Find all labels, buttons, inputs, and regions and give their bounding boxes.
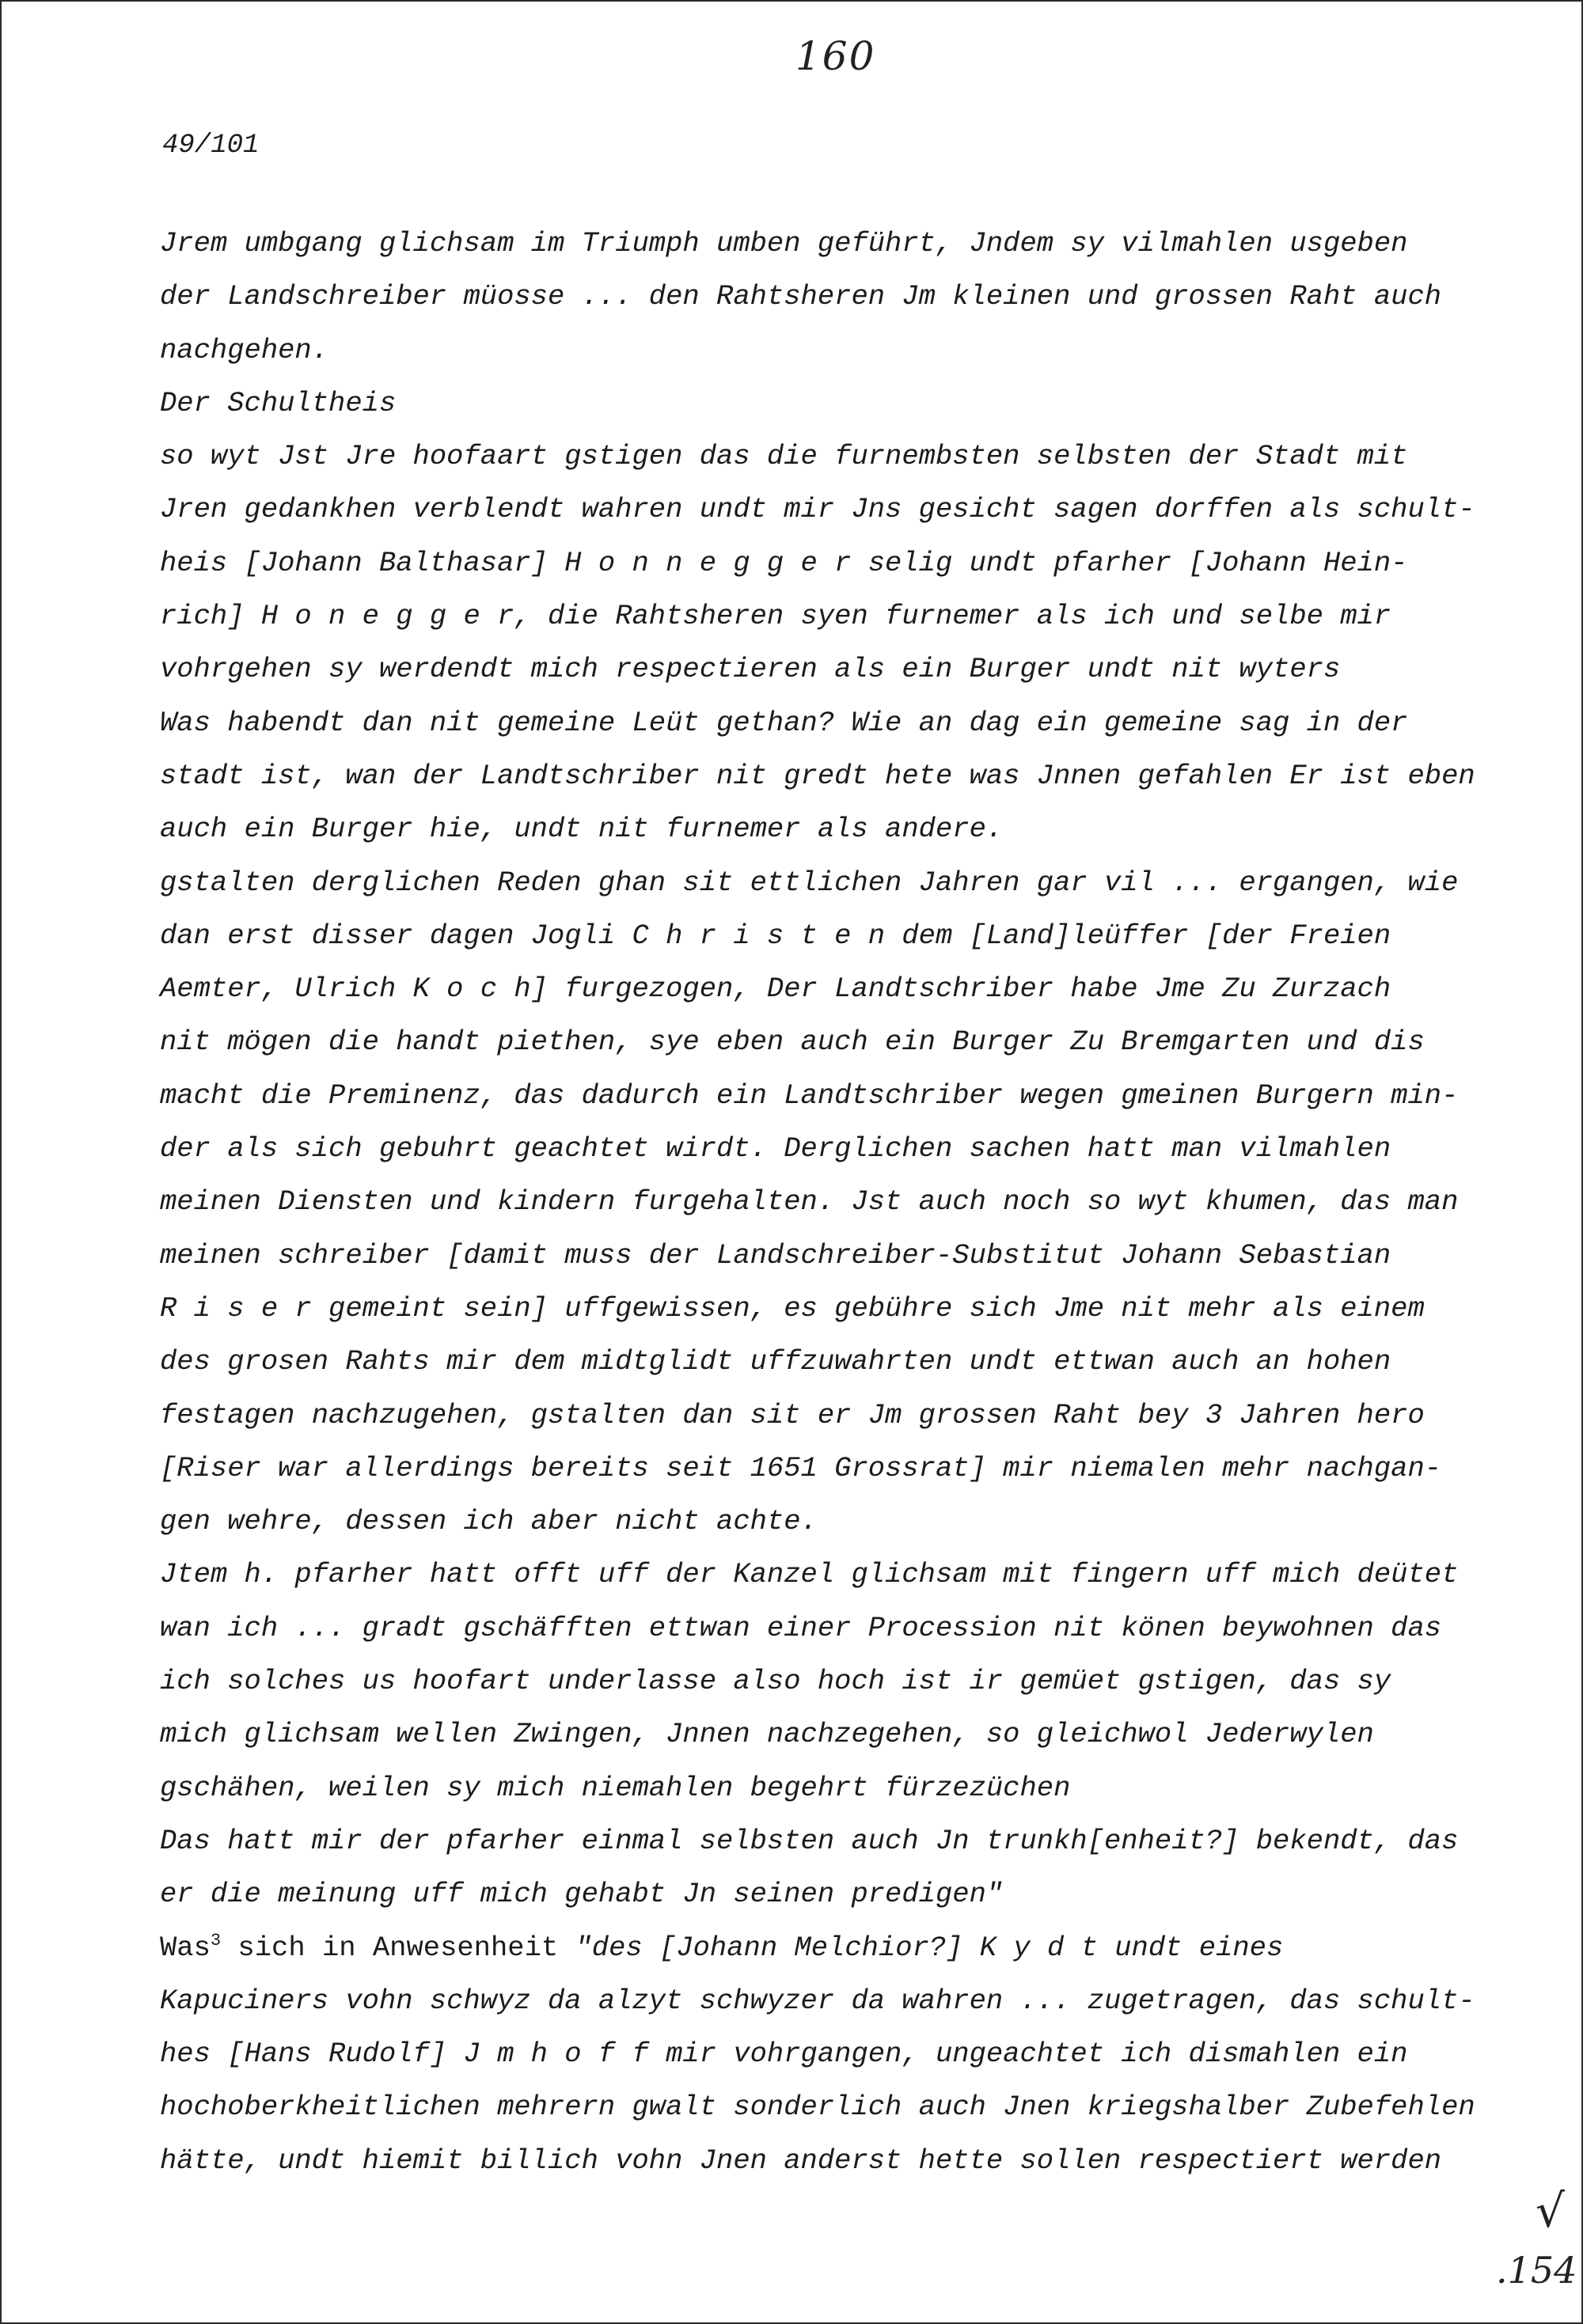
text-line: vohrgehen sy werdendt mich respectieren als ein Burger undt nit wyters: [160, 653, 1341, 686]
text-line: ich solches us hoofart underlasse also hoch ist ir gemüet gstigen, das sy: [160, 1665, 1391, 1698]
text-line: festagen nachzugehen, gstalten dan sit er Jm grossen Raht bey 3 Jahren hero: [160, 1398, 1425, 1431]
text-line-mixed: [160, 1921, 1474, 1974]
text-line: der Landschreiber müosse ... den Rahtsheren Jm kleinen und grossen Raht auch: [160, 280, 1442, 313]
text-line: wan ich ... gradt gschäfften ettwan einer Procession nit könen beywohnen das: [160, 1611, 1442, 1644]
text-line: der als sich gebuhrt geachtet wirdt. Derglichen sachen hatt man vilmahlen: [160, 1132, 1391, 1166]
text-line: meinen schreiber [damit muss der Landschreiber-Substitut Johann Sebastian: [160, 1238, 1391, 1272]
upright-word: Was: [160, 1931, 211, 1964]
text-line: hes [Hans Rudolf] J m h o f f mir vohrgangen, ungeachtet ich dismahlen ein: [160, 2038, 1408, 2071]
text-line: gstalten derglichen Reden ghan sit ettlichen Jahren gar vil ... ergangen, wie: [160, 866, 1459, 899]
handwritten-folio-number: .154: [1496, 2249, 1577, 2292]
text-line: Aemter, Ulrich K o c h] furgezogen, Der Landtschriber habe Jme Zu Zurzach: [160, 972, 1391, 1006]
text-line: des grosen Rahts mir dem midtglidt uffzuwahrten undt ettwan auch an hohen: [160, 1345, 1391, 1378]
text-line: Jtem h. pfarher hatt offt uff der Kanzel glichsam mit fingern uff mich deütet: [160, 1558, 1459, 1591]
handwritten-checkmark: √: [1536, 2184, 1565, 2238]
text-line: Das hatt mir der pfarher einmal selbsten auch Jn trunkh[enheit?] bekendt, das: [160, 1824, 1459, 1857]
text-line: stadt ist, wan der Landtschriber nit gredt hete was Jnnen gefahlen Er ist eben: [160, 759, 1475, 792]
text-line: heis [Johann Balthasar] H o n n e g g e r selig undt pfarher [Johann Hein-: [160, 546, 1408, 579]
italic-text: "des [Johann Melchior?] K y d t undt eines: [575, 1931, 1284, 1964]
text-line: [Riser war allerdings bereits seit 1651 Grossrat] mir niemalen mehr nachgan-: [160, 1451, 1442, 1484]
transcription-text: [160, 217, 1474, 2187]
text-line: gen wehre, dessen ich aber nicht achte.: [160, 1505, 818, 1538]
text-line: Jren gedankhen verblendt wahren undt mir Jns gesicht sagen dorffen als schult-: [160, 493, 1475, 526]
text-line: nachgehen.: [160, 333, 329, 366]
text-line: meinen Diensten und kindern furgehalten. Jst auch noch so wyt khumen, das man: [160, 1185, 1459, 1219]
text-line: er die meinung uff mich gehabt Jn seinen predigen": [160, 1878, 1004, 1911]
text-line: auch ein Burger hie, undt nit furnemer als andere.: [160, 813, 1004, 846]
text-line: nit mögen die handt piethen, sye eben auch ein Burger Zu Bremgarten und dis: [160, 1026, 1425, 1059]
text-line: macht die Preminenz, das dadurch ein Landtschriber wegen gmeinen Burgern min-: [160, 1079, 1459, 1112]
archive-reference: 49/101: [162, 131, 260, 161]
upright-text: sich in Anwesenheit: [221, 1931, 575, 1964]
text-line: Kapuciners vohn schwyz da alzyt schwyzer da wahren ... zugetragen, das schult-: [160, 1984, 1475, 2017]
text-line: Jrem umbgang glichsam im Triumph umben geführt, Jndem sy vilmahlen usgeben: [160, 227, 1408, 260]
text-line: Was habendt dan nit gemeine Leüt gethan? Wie an dag ein gemeine sag in der: [160, 706, 1408, 739]
text-line: mich glichsam wellen Zwingen, Jnnen nachzegehen, so gleichwol Jederwylen: [160, 1718, 1374, 1751]
text-line: Der Schultheis: [160, 386, 397, 419]
text-line: R i s e r gemeint sein] uffgewissen, es gebühre sich Jme nit mehr als einem: [160, 1291, 1425, 1325]
text-line: dan erst disser dagen Jogli C h r i s t e n dem [Land]leüffer [der Freien: [160, 919, 1391, 952]
handwritten-page-number: 160: [795, 33, 876, 79]
text-line: hätte, undt hiemit billich vohn Jnen anderst hette sollen respectiert werden: [160, 2144, 1442, 2177]
text-line: rich] H o n e g g e r, die Rahtsheren syen furnemer als ich und selbe mir: [160, 600, 1391, 633]
text-line: hochoberkheitlichen mehrern gwalt sonderlich auch Jnen kriegshalber Zubefehlen: [160, 2091, 1475, 2124]
footnote-marker: 3: [210, 1931, 222, 1951]
text-line: so wyt Jst Jre hoofaart gstigen das die furnembsten selbsten der Stadt mit: [160, 440, 1408, 473]
text-line: gschähen, weilen sy mich niemahlen begehrt fürzezüchen: [160, 1771, 1071, 1804]
